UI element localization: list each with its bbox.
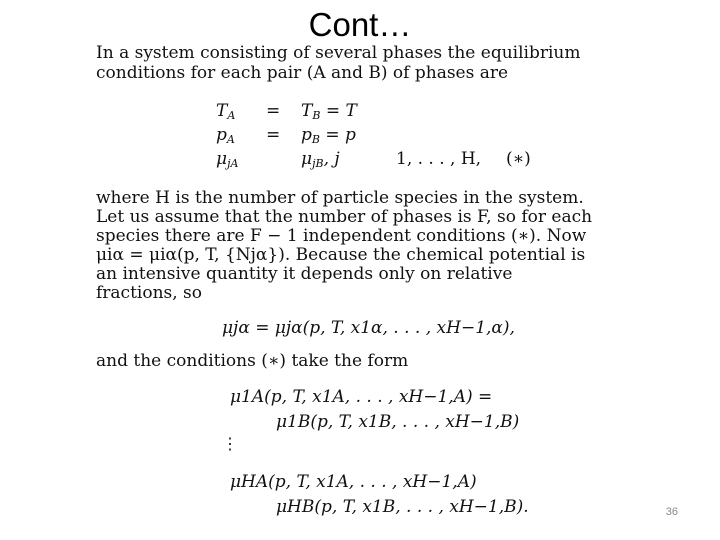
condition-row — [96, 100, 656, 122]
condition-lhs: $\mu_{jA}$ — [216, 149, 239, 170]
system-equation-line: μHB(p, T, x1B, . . . , xH−1,B). — [276, 497, 529, 517]
condition-lhs: $T_A$ — [216, 101, 236, 122]
condition-range: 1, . . . , H, — [396, 149, 482, 169]
condition-tag: (∗) — [506, 149, 531, 169]
paragraph-line: μiα = μiα(p, T, {Njα}). Because the chemical potential is — [96, 245, 586, 265]
paragraph-line: an intensive quantity it depends only on relative — [96, 264, 513, 284]
system-equation-line: μ1B(p, T, x1B, . . . , xH−1,B) — [276, 412, 520, 432]
condition-rhs: $p_B = p$ — [301, 125, 356, 146]
paragraph-line: fractions, so — [96, 283, 203, 303]
system-equation-line: μ1A(p, T, x1A, . . . , xH−1,A) = — [230, 387, 493, 407]
slide-title: Cont… — [308, 6, 412, 43]
chemical-potential-equation: μjα = μjα(p, T, x1α, . . . , xH−1,α), — [222, 318, 515, 338]
condition-lhs: $p_A$ — [216, 125, 235, 146]
system-equation-line: μHA(p, T, x1A, . . . , xH−1,A) — [230, 472, 477, 492]
condition-relation: = — [266, 125, 281, 145]
condition-row — [96, 148, 656, 170]
condition-rhs: $T_B = T$ — [301, 101, 357, 122]
paragraph-line: In a system consisting of several phases the equilibrium — [96, 43, 581, 63]
paragraph-line: and the conditions (∗) take the form — [96, 351, 409, 371]
paragraph-line: conditions for each pair (A and B) of phases are — [96, 63, 509, 83]
paragraph-line: Let us assume that the number of phases is F, so for each — [96, 207, 593, 227]
condition-relation: = — [266, 101, 281, 121]
scanned-text-excerpt — [96, 44, 656, 524]
paragraph-line: species there are F − 1 independent conditions (∗). Now — [96, 226, 587, 246]
vertical-ellipsis: ⋮ — [222, 434, 238, 453]
page-number: 36 — [665, 506, 678, 518]
paragraph-line: where H is the number of particle species in the system. — [96, 188, 584, 208]
condition-row — [96, 124, 656, 146]
condition-rhs: $\mu_{jB}$, j — [301, 149, 340, 170]
